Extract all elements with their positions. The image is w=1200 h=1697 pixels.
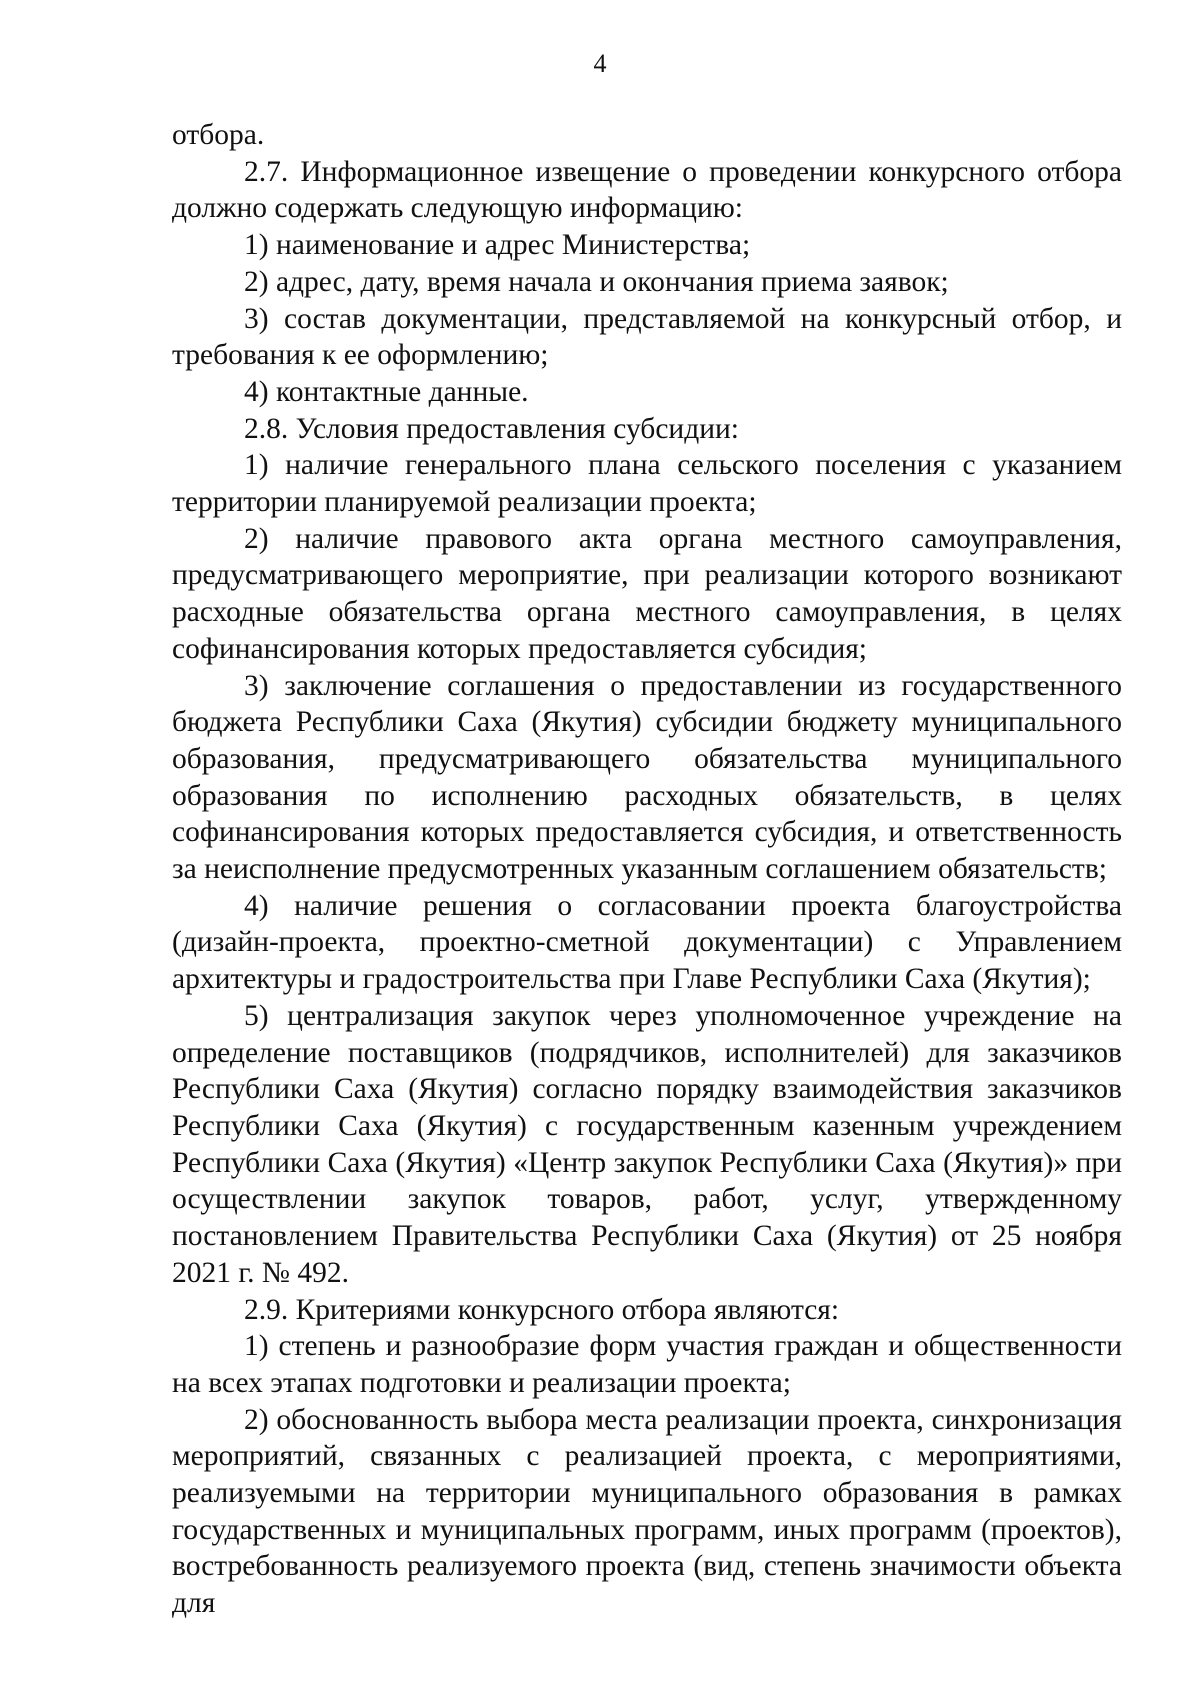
paragraph-2-8-item-5: 5) централизация закупок через уполномоченное учреждение на определение поставщиков (подрядчиков, исполнителей) для заказчиков Республики Саха (Якутия) согласно порядку взаимодействия заказчиков Республики Саха (Якутия) с государственным казенным учреждением Республики Саха (Якутия) «Центр закупок Республики Саха (Якутия)» при осуществлении закупок товаров, работ, услуг, утвержденному постановлением Правительства Республики Саха (Якутия) от 25 ноября 2021 г. № 492. <box>172 999 1122 1289</box>
paragraph-2-8-item-2: 2) наличие правового акта органа местного самоуправления, предусматривающего мероприятие, при реализации которого возникают расходные обязательства органа местного самоуправления, в целях софинансирования которых предоставляется субсидия; <box>172 522 1122 665</box>
paragraph-2-8-item-4: 4) наличие решения о согласовании проекта благоустройства (дизайн-проекта, проектно-сметной документации) с Управлением архитектуры и градостроительства при Главе Республики Саха (Якутия); <box>172 889 1122 996</box>
paragraph-2-7-item-4: 4) контактные данные. <box>244 375 529 408</box>
paragraph-continuation: отбора. <box>172 119 265 151</box>
paragraph-2-7-item-2: 2) адрес, дату, время начала и окончания приема заявок; <box>244 265 949 298</box>
document-body <box>172 117 1122 1622</box>
paragraph-2-7: 2.7. Информационное извещение о проведении конкурсного отбора должно содержать следующую информацию: <box>172 155 1122 225</box>
paragraph-2-8-item-1: 1) наличие генерального плана сельского поселения с указанием территории планируемой реализации проекта; <box>172 449 1122 519</box>
page-number: 4 <box>593 49 607 78</box>
paragraph-2-7-item-1: 1) наименование и адрес Министерства; <box>244 229 751 262</box>
paragraph-2-9-item-1: 1) степень и разнообразие форм участия граждан и общественности на всех этапах подготовки и реализации проекта; <box>172 1330 1122 1399</box>
paragraph-2-8: 2.8. Условия предоставления субсидии: <box>244 412 739 445</box>
paragraph-2-8-item-3: 3) заключение соглашения о предоставлении из государственного бюджета Республики Саха (Якутия) субсидии бюджету муниципального образования, предусматривающего обязательства муниципального образования по исполнению расходных обязательств, в целях софинансирования которых предоставляется субсидия, и ответственность за неисполнение предусмотренных указанным соглашением обязательств; <box>172 669 1122 886</box>
paragraph-2-9: 2.9. Критериями конкурсного отбора являются: <box>244 1293 840 1326</box>
paragraph-2-7-item-3: 3) состав документации, представляемой на конкурсный отбор, и требования к ее оформлению; <box>172 302 1122 372</box>
paragraph-2-9-item-2: 2) обоснованность выбора места реализации проекта, синхронизация мероприятий, связанных с реализацией проекта, с мероприятиями, реализуемыми на территории муниципального образования в рамках государственных и муниципальных программ, иных программ (проектов), востребованность реализуемого проекта (вид, степень значимости объекта для <box>172 1403 1122 1620</box>
